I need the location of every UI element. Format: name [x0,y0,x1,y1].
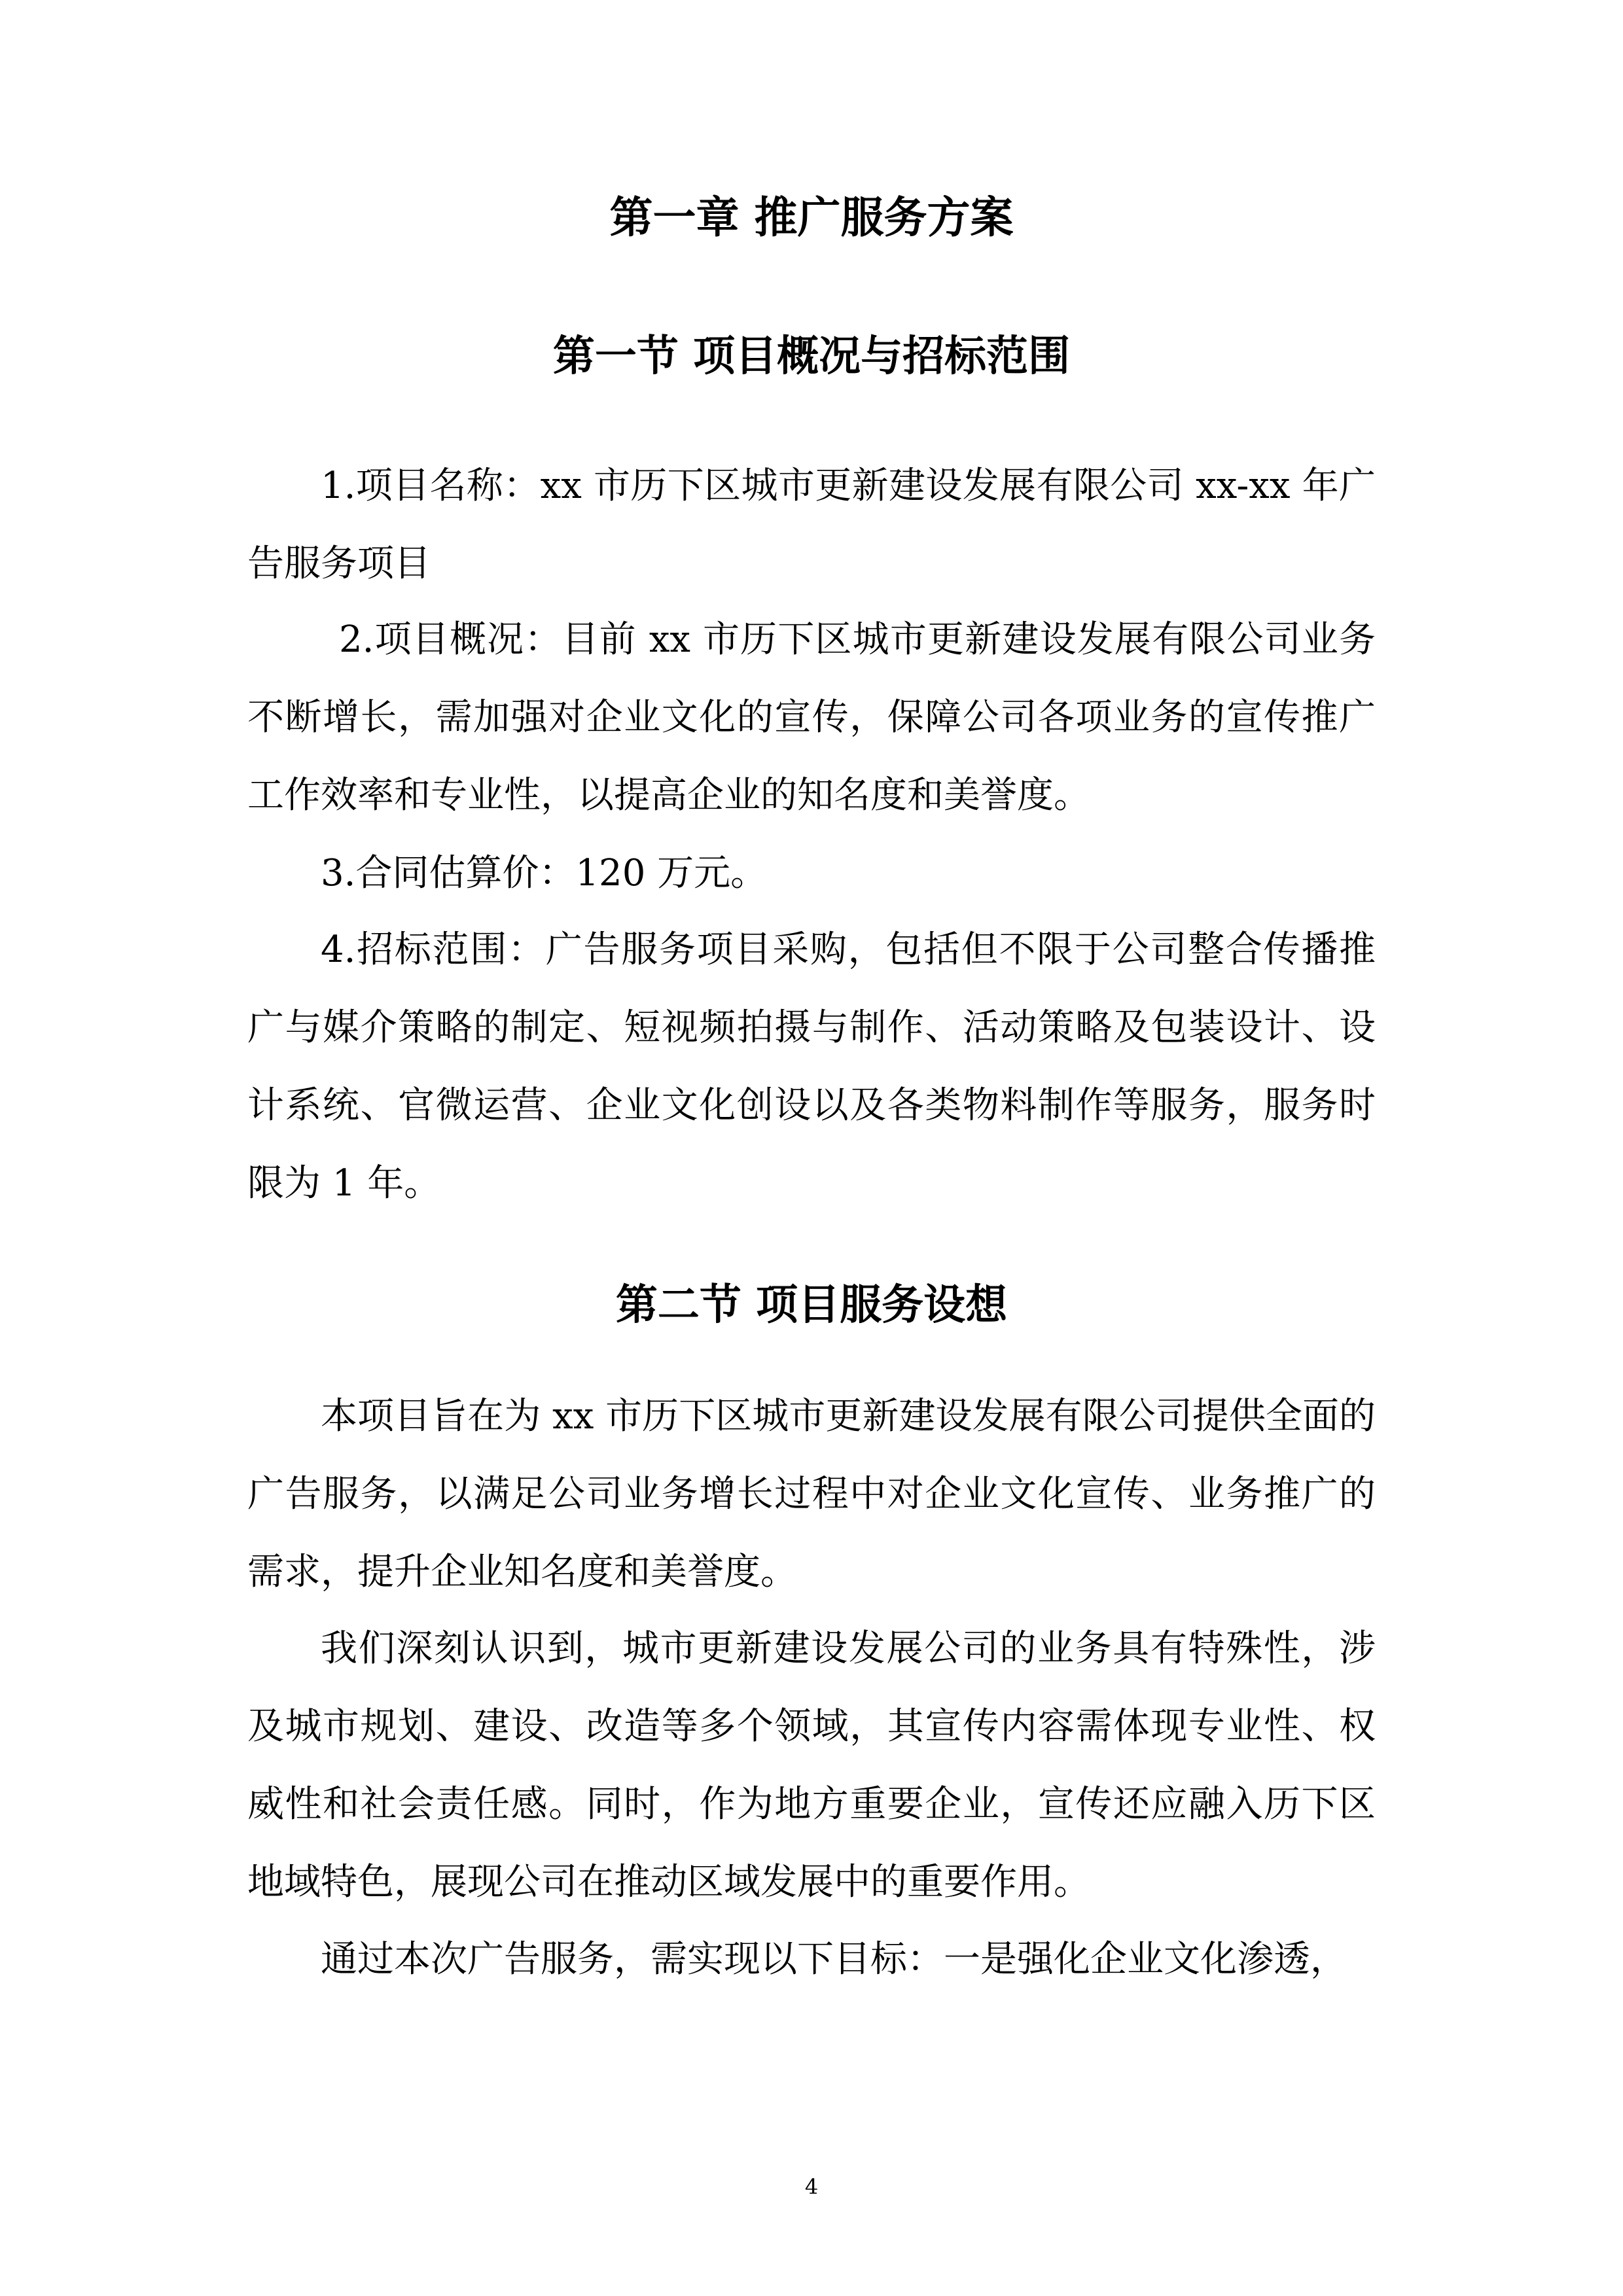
section-title-overview: 第一节 项目概况与招标范围 [552,332,1071,381]
paragraph-project-name: 1.项目名称：xx 市历下区城市更新建设发展有限公司 xx-xx 年广告服务项目 [247,465,1376,585]
paragraph-bidding-scope: 4.招标范围：广告服务项目采购，包括但不限于公司整合传播推广与媒介策略的制定、短视频拍摄与制作、活动策略及包装设计、设计系统、官微运营、企业文化创设以及各类物料制作等服务，服务时限为 1 年。 [247,928,1376,1205]
paragraph-project-overview: 2.项目概况：目前 xx 市历下区城市更新建设发展有限公司业务不断增长，需加强对企业文化的宣传，保障公司各项业务的宣传推广工作效率和专业性，以提高企业的知名度和美誉度。 [247,618,1376,817]
paragraph-service-goals: 通过本次广告服务，需实现以下目标：一是强化企业文化渗透， [321,1938,1347,1981]
paragraph-project-purpose: 本项目旨在为 xx 市历下区城市更新建设发展有限公司提供全面的广告服务，以满足公司业务增长过程中对企业文化宣传、业务推广的需求，提升企业知名度和美誉度。 [247,1395,1376,1593]
chapter-title: 第一章 推广服务方案 [609,192,1014,243]
paragraph-contract-estimate: 3.合同估算价：120 万元。 [321,852,768,894]
paragraph-business-understanding: 我们深刻认识到，城市更新建设发展公司的业务具有特殊性，涉及城市规划、建设、改造等多个领域，其宣传内容需体现专业性、权威性和社会责任感。同时，作为地方重要企业，宣传还应融入历下区地域特色，展现公司在推动区域发展中的重要作用。 [247,1627,1376,1903]
page-number: 4 [804,2174,819,2199]
section-title-service-concept: 第二节 项目服务设想 [615,1281,1008,1330]
